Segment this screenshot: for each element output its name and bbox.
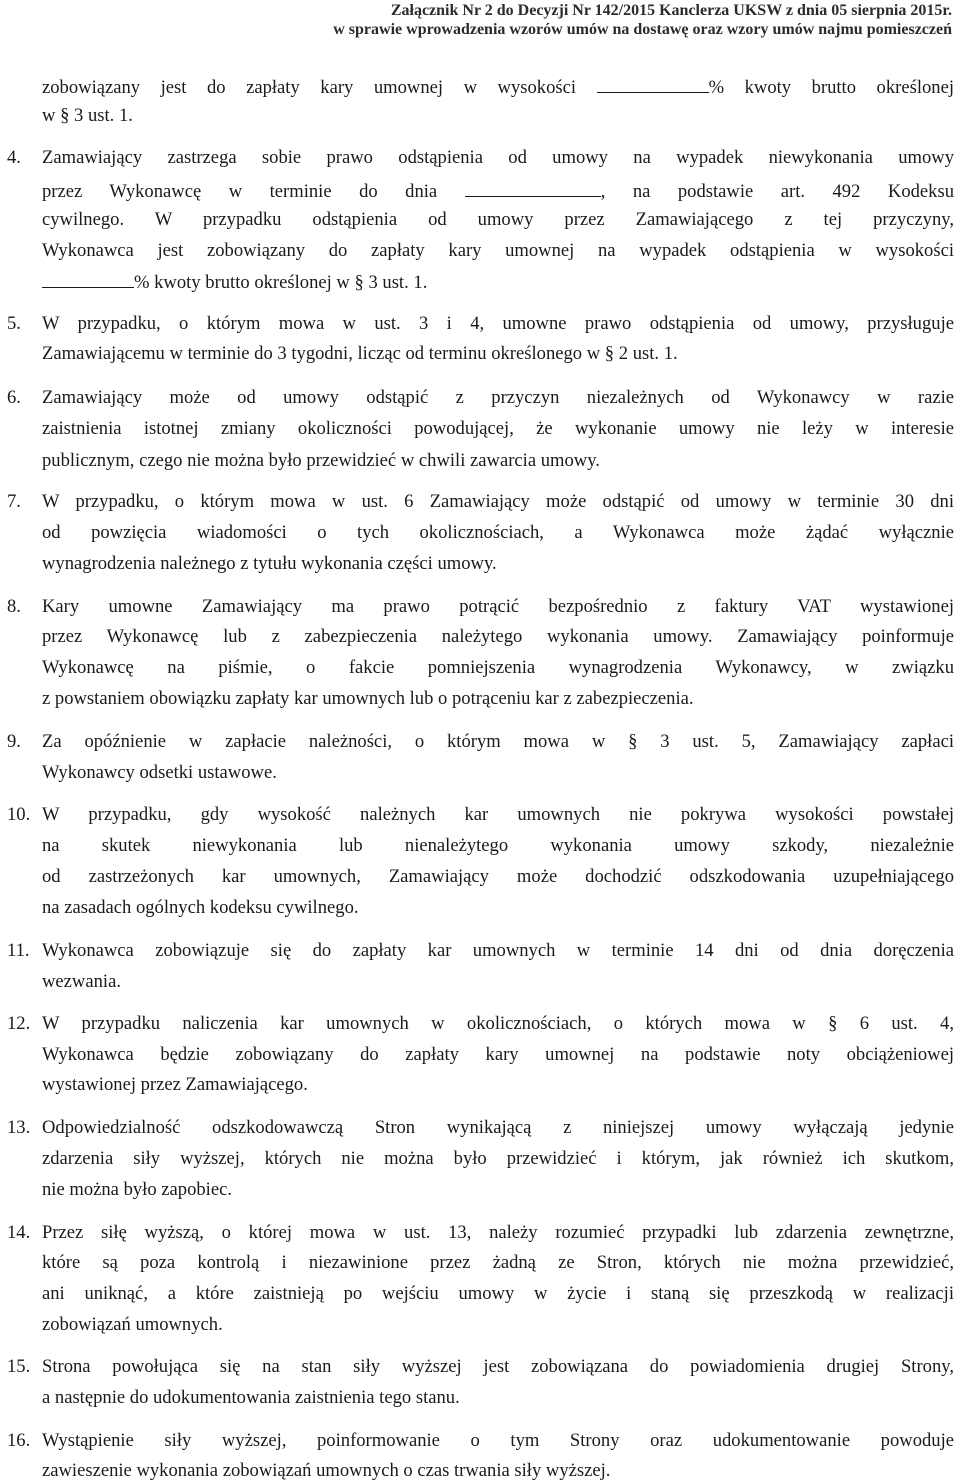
clause-number: 8. bbox=[7, 596, 21, 617]
clause-line: W przypadku naliczenia kar umownych w okolicznościach, o których mowa w § 6 ust. 4, bbox=[42, 1013, 954, 1034]
clause-line: nie można było zapobiec. bbox=[42, 1179, 232, 1200]
header-line-1: Załącznik Nr 2 do Decyzji Nr 142/2015 Kanclerza UKSW z dnia 05 sierpnia 2015r. bbox=[390, 2, 952, 19]
clause-line: zdarzenia siły wyższej, których nie można było przewidzieć i którym, jak również ich skutkom, bbox=[42, 1148, 954, 1169]
clause-number: 13. bbox=[7, 1117, 31, 1138]
clause-line: Przez siłę wyższą, o której mowa w ust. 13, należy rozumieć przypadki lub zdarzenia zewnętrzne, bbox=[42, 1222, 954, 1243]
clause-line: wezwania. bbox=[42, 971, 121, 992]
clause-line: W przypadku, o którym mowa w ust. 3 i 4, umowne prawo odstąpienia od umowy, przysługuje bbox=[42, 313, 954, 334]
clause-number: 9. bbox=[7, 731, 21, 752]
clause-line: % kwoty brutto określonej w § 3 ust. 1. bbox=[42, 270, 954, 294]
clause-line: Zamawiający może od umowy odstąpić z przyczyn niezależnych od Wykonawcy w razie bbox=[42, 387, 954, 408]
clause-number: 6. bbox=[7, 387, 21, 408]
clause-line: W przypadku, gdy wysokość należnych kar umownych nie pokrywa wysokości powstałej bbox=[42, 804, 954, 825]
clause-line: z powstaniem obowiązku zapłaty kar umownych lub o potrąceniu kar z zabezpieczenia. bbox=[42, 688, 694, 709]
clause-number: 16. bbox=[7, 1430, 31, 1451]
clause-line: Strona powołująca się na stan siły wyższej jest zobowiązana do powiadomienia drugiej Strony, bbox=[42, 1356, 954, 1377]
clause-line: cywilnego. W przypadku odstąpienia od umowy przez Zamawiającego z tej przyczyny, bbox=[42, 209, 954, 230]
header-line-2: w sprawie wprowadzenia wzorów umów na dostawę oraz wzory umów najmu pomieszczeń bbox=[333, 21, 952, 38]
fill-in-blank bbox=[42, 270, 134, 288]
clause-line: a następnie do udokumentowania zaistnienia tego stanu. bbox=[42, 1387, 460, 1408]
clause-number: 14. bbox=[7, 1222, 31, 1243]
clause-line: wynagrodzenia należnego z tytułu wykonania części umowy. bbox=[42, 553, 497, 574]
clause-line: Wystąpienie siły wyższej, poinformowanie o tym Strony oraz udokumentowanie powoduje bbox=[42, 1430, 954, 1451]
clause-line: na zasadach ogólnych kodeksu cywilnego. bbox=[42, 897, 359, 918]
clause-number: 4. bbox=[7, 147, 21, 168]
clause-line: wystawionej przez Zamawiającego. bbox=[42, 1074, 308, 1095]
fill-in-blank bbox=[597, 75, 709, 93]
clause-line: od powzięcia wiadomości o tych okolicznościach, a Wykonawca może żądać wyłącznie bbox=[42, 522, 954, 543]
clause-number: 5. bbox=[7, 313, 21, 334]
clause-line: przez Wykonawcę lub z zabezpieczenia należytego wykonania umowy. Zamawiający poinformuje bbox=[42, 626, 954, 647]
clause-number: 11. bbox=[7, 940, 30, 961]
clause-number: 15. bbox=[7, 1356, 31, 1377]
clause-number: 10. bbox=[7, 804, 31, 825]
continuation-line: zobowiązany jest do zapłaty kary umownej w wysokości % kwoty brutto określonej bbox=[42, 77, 954, 98]
clause-line: Za opóźnienie w zapłacie należności, o którym mowa w § 3 ust. 5, Zamawiający zapłaci bbox=[42, 731, 954, 752]
fill-in-blank bbox=[465, 179, 601, 197]
clause-line: Wykonawca zobowiązuje się do zapłaty kar umownych w terminie 14 dni od dnia doręczenia bbox=[42, 940, 954, 961]
clause-number: 7. bbox=[7, 491, 21, 512]
clause-line: Zamawiającemu w terminie do 3 tygodni, licząc od terminu określonego w § 2 ust. 1. bbox=[42, 343, 678, 364]
clause-line: ani uniknąć, a które zaistnieją po wejściu umowy w życie i staną się przeszkodą w realizacji bbox=[42, 1283, 954, 1304]
clause-line: przez Wykonawcę w terminie do dnia , na podstawie art. 492 Kodeksu bbox=[42, 181, 954, 202]
clause-line: W przypadku, o którym mowa w ust. 6 Zamawiający może odstąpić od umowy w terminie 30 dni bbox=[42, 491, 954, 512]
clause-line: zawieszenie wykonania zobowiązań umownych o czas trwania siły wyższej. bbox=[42, 1460, 611, 1481]
clause-line: zobowiązań umownych. bbox=[42, 1314, 223, 1335]
clause-line: Wykonawca jest zobowiązany do zapłaty kary umownej na wypadek odstąpienia w wysokości bbox=[42, 240, 954, 261]
clause-line: zaistnienia istotnej zmiany okoliczności powodującej, że wykonanie umowy nie leży w interesie bbox=[42, 418, 954, 439]
clause-line: Odpowiedzialność odszkodowawczą Stron wynikającą z niniejszej umowy wyłączają jedynie bbox=[42, 1117, 954, 1138]
clause-line: od zastrzeżonych kar umownych, Zamawiający może dochodzić odszkodowania uzupełniającego bbox=[42, 866, 954, 887]
continuation-line: w § 3 ust. 1. bbox=[42, 105, 133, 126]
clause-line: które są poza kontrolą i niezawinione przez żadną ze Stron, których nie można przewidzieć, bbox=[42, 1252, 954, 1273]
clause-line: Zamawiający zastrzega sobie prawo odstąpienia od umowy na wypadek niewykonania umowy bbox=[42, 147, 954, 168]
clause-line: Wykonawcę na piśmie, o fakcie pomniejszenia wynagrodzenia Wykonawcy, w związku bbox=[42, 657, 954, 678]
clause-line: Wykonawcy odsetki ustawowe. bbox=[42, 762, 277, 783]
clause-line: Kary umowne Zamawiający ma prawo potrącić bezpośrednio z faktury VAT wystawionej bbox=[42, 596, 954, 617]
clause-line: na skutek niewykonania lub nienależytego wykonania umowy szkody, niezależnie bbox=[42, 835, 954, 856]
clause-line: Wykonawca będzie zobowiązany do zapłaty kary umownej na podstawie noty obciążeniowej bbox=[42, 1044, 954, 1065]
clause-number: 12. bbox=[7, 1013, 31, 1034]
clause-line: publicznym, czego nie można było przewidzieć w chwili zawarcia umowy. bbox=[42, 450, 600, 471]
